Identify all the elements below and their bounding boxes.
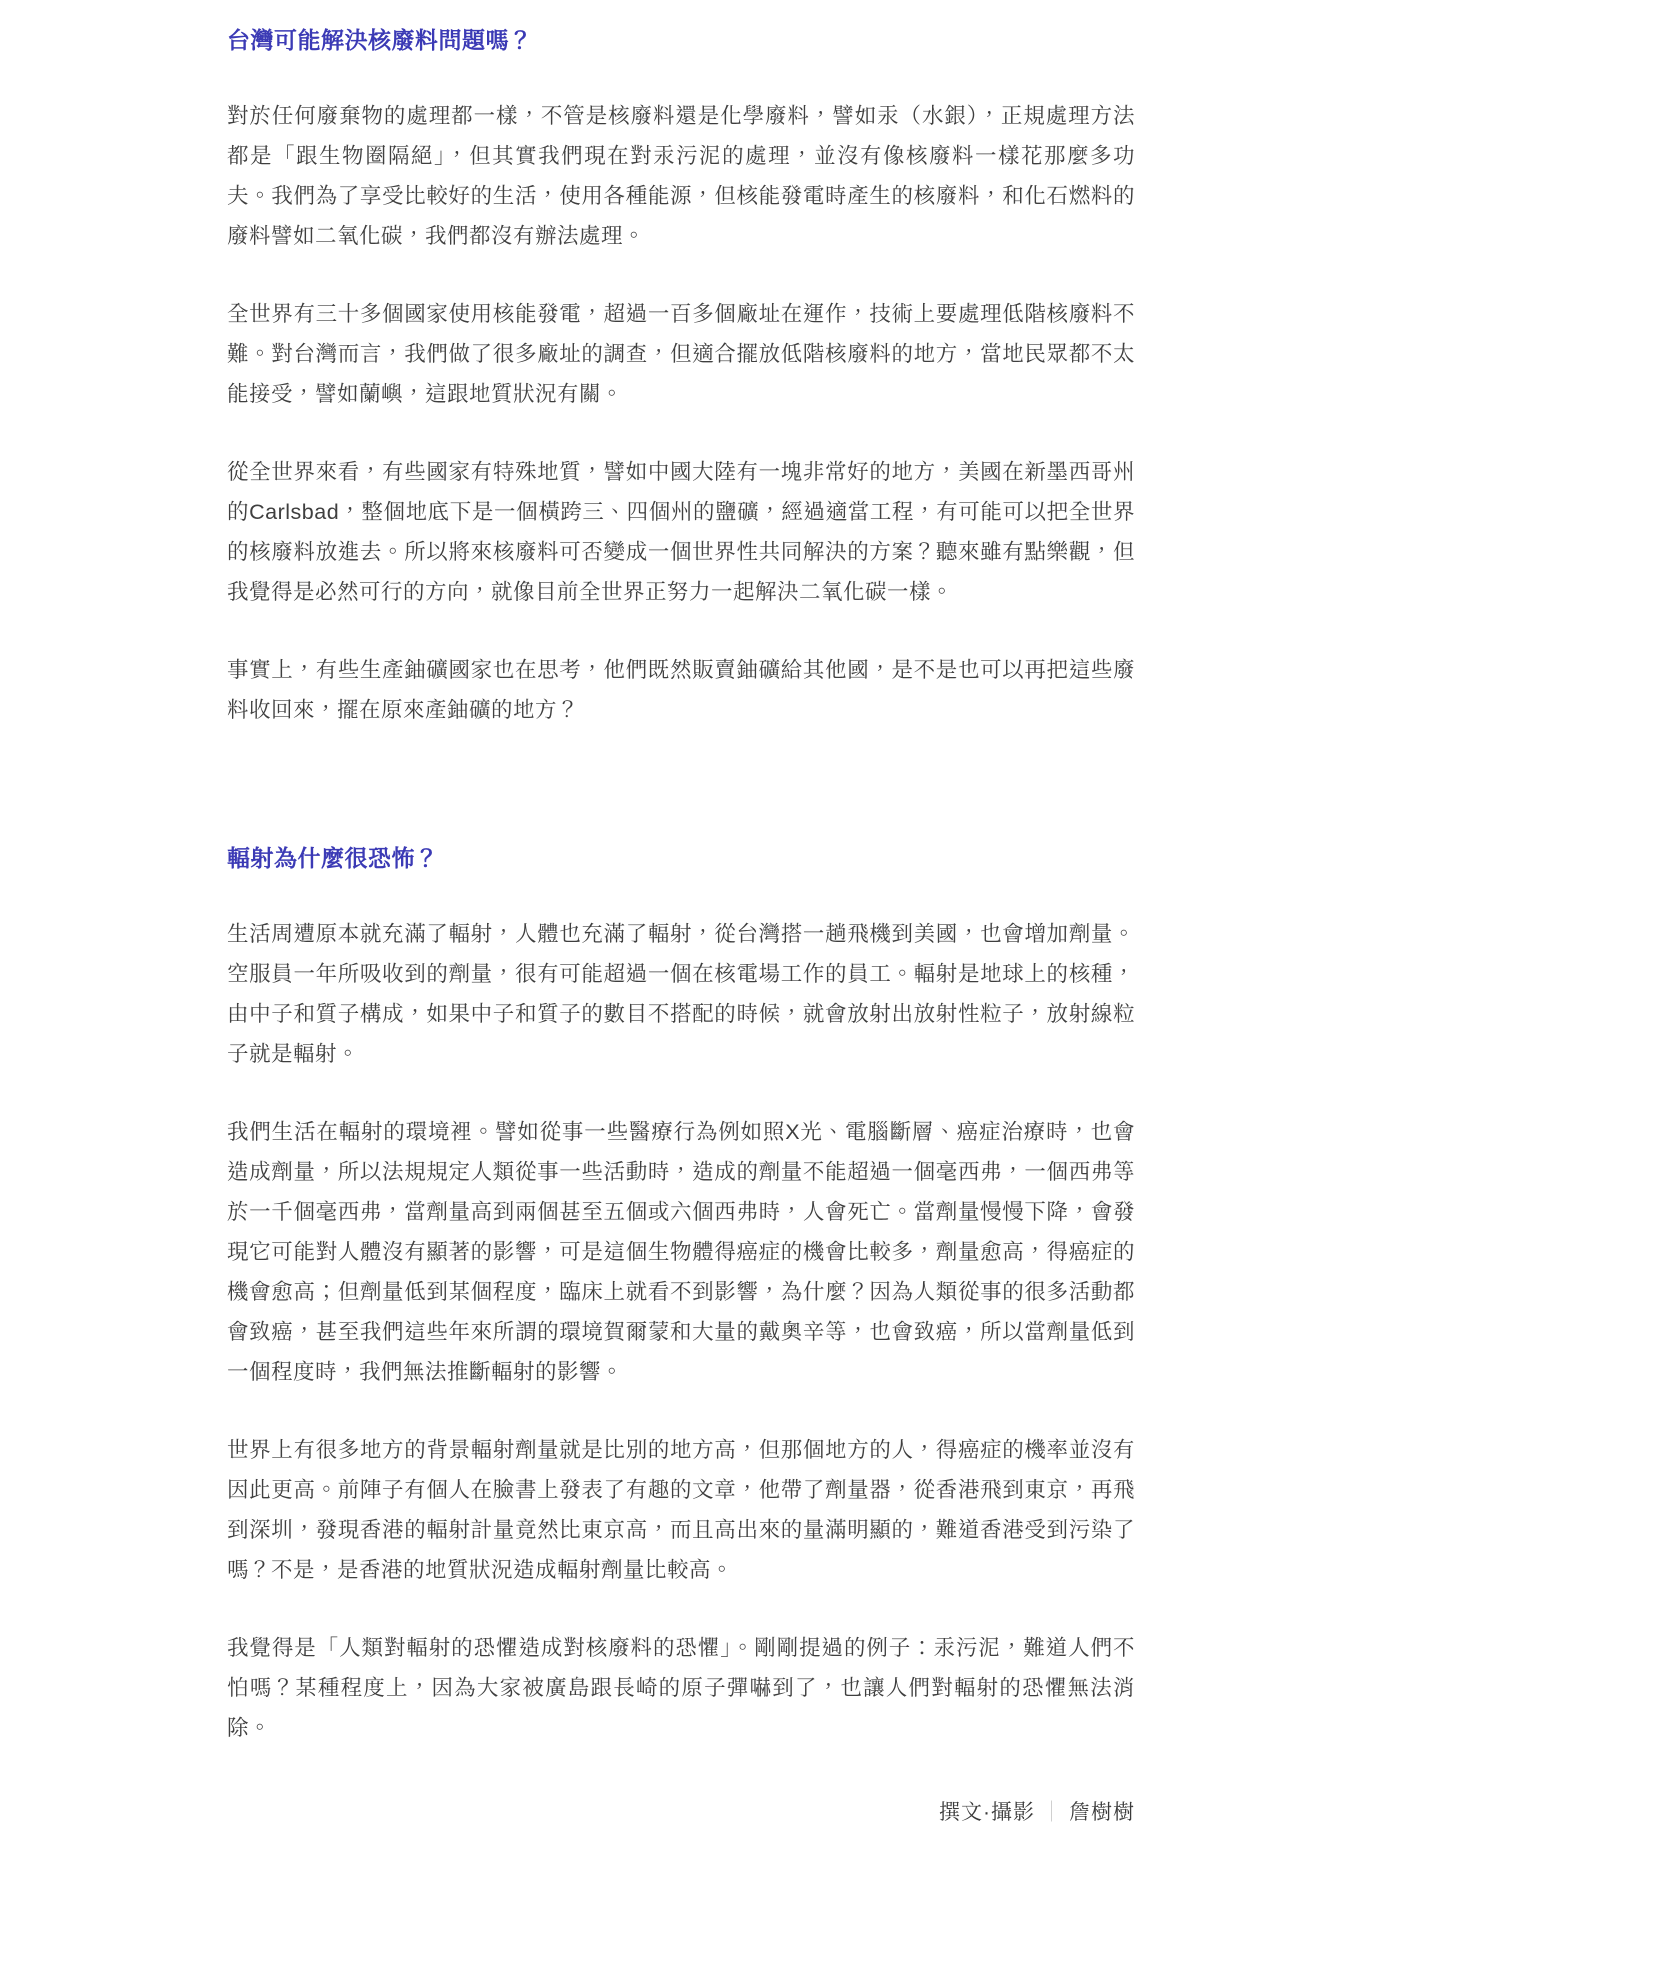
section-heading-nuclear-waste: 台灣可能解決核廢料問題嗎？ (227, 27, 533, 53)
paragraph: 我覺得是「人類對輻射的恐懼造成對核廢料的恐懼」。剛剛提過的例子：汞污泥，難道人們不怕嗎？某種程度上，因為大家被廣島跟長崎的原子彈嚇到了，也讓人們對輻射的恐懼無法消除。 (227, 1636, 1135, 1740)
byline-divider-icon: ｜ (1041, 1801, 1063, 1824)
section-nuclear-waste (227, 24, 1135, 730)
paragraph: 我們生活在輻射的環境裡。譬如從事一些醫療行為例如照X光、電腦斷層、癌症治療時，也會造成劑量，所以法規規定人類從事一些活動時，造成的劑量不能超過一個毫西弗，一個西弗等於一千個毫西弗，當劑量高到兩個甚至五個或六個西弗時，人會死亡。當劑量慢慢下降，會發現它可能對人體沒有顯著的影響，可是這個生物體得癌症的機會比較多，劑量愈高，得癌症的機會愈高；但劑量低到某個程度，臨床上就看不到影響，為什麼？因為人類從事的很多活動都會致癌，甚至我們這些年來所謂的環境賀爾蒙和大量的戴奧辛等，也會致癌，所以當劑量低到一個程度時，我們無法推斷輻射的影響。 (227, 1120, 1135, 1384)
section-radiation-fear (227, 842, 1135, 1748)
paragraph: 從全世界來看，有些國家有特殊地質，譬如中國大陸有一塊非常好的地方，美國在新墨西哥州的Carlsbad，整個地底下是一個橫跨三、四個州的鹽礦，經過適當工程，有可能可以把全世界的核廢料放進去。所以將來核廢料可否變成一個世界性共同解決的方案？聽來雖有點樂觀，但我覺得是必然可行的方向，就像目前全世界正努力一起解決二氧化碳一樣。 (227, 460, 1135, 604)
paragraph: 世界上有很多地方的背景輻射劑量就是比別的地方高，但那個地方的人，得癌症的機率並沒有因此更高。前陣子有個人在臉書上發表了有趣的文章，他帶了劑量器，從香港飛到東京，再飛到深圳，發現香港的輻射計量竟然比東京高，而且高出來的量滿明顯的，難道香港受到污染了嗎？不是，是香港的地質狀況造成輻射劑量比較高。 (227, 1438, 1135, 1582)
byline-author: 詹樹樹 (1069, 1801, 1135, 1824)
byline (227, 1798, 1135, 1858)
paragraph: 對於任何廢棄物的處理都一樣，不管是核廢料還是化學廢料，譬如汞（水銀），正規處理方法都是「跟生物圈隔絕」，但其實我們現在對汞污泥的處理，並沒有像核廢料一樣花那麼多功夫。我們為了享受比較好的生活，使用各種能源，但核能發電時產生的核廢料，和化石燃料的廢料譬如二氧化碳，我們都沒有辦法處理。 (227, 104, 1135, 248)
paragraph: 生活周遭原本就充滿了輻射，人體也充滿了輻射，從台灣搭一趟飛機到美國，也會增加劑量。空服員一年所吸收到的劑量，很有可能超過一個在核電場工作的員工。輻射是地球上的核種，由中子和質子構成，如果中子和質子的數目不搭配的時候，就會放射出放射性粒子，放射線粒子就是輻射。 (227, 922, 1135, 1066)
paragraph: 全世界有三十多個國家使用核能發電，超過一百多個廠址在運作，技術上要處理低階核廢料不難。對台灣而言，我們做了很多廠址的調查，但適合擺放低階核廢料的地方，當地民眾都不太能接受，譬如蘭嶼，這跟地質狀況有關。 (227, 302, 1135, 406)
section-heading-radiation-fear: 輻射為什麼很恐怖？ (227, 845, 439, 871)
paragraph: 事實上，有些生產鈾礦國家也在思考，他們既然販賣鈾礦給其他國，是不是也可以再把這些廢料收回來，擺在原來產鈾礦的地方？ (227, 658, 1135, 722)
article (227, 0, 1135, 1748)
byline-credit: 撰文·攝影 (939, 1801, 1035, 1824)
